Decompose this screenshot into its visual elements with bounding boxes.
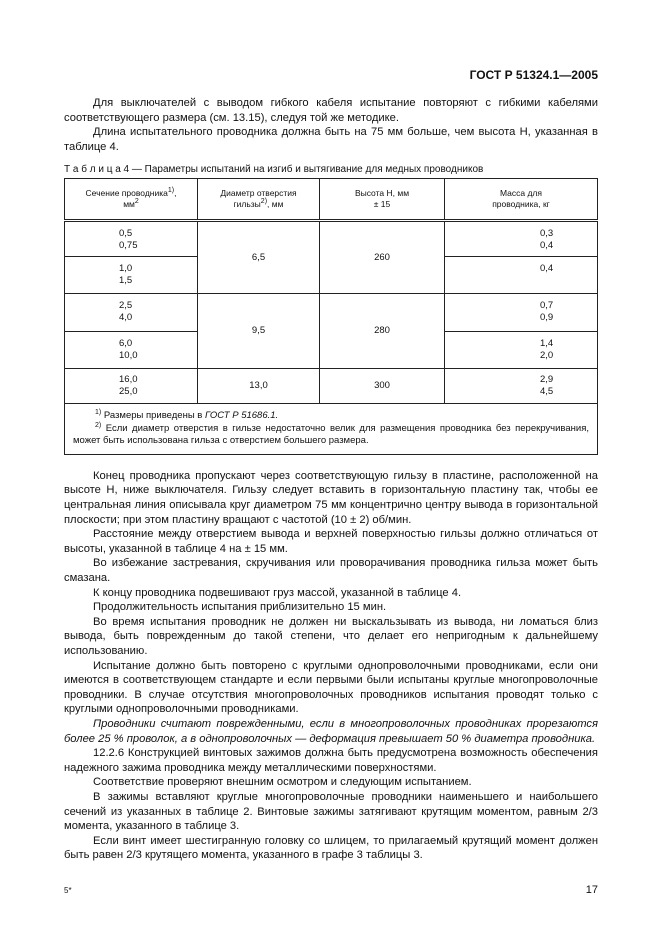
- paragraph: Длина испытательного проводника должна быть на 75 мм больше, чем высота H, указанная в таблице 4.: [64, 126, 598, 153]
- header-height: Высота H, мм ± 15: [320, 179, 445, 221]
- intro-text: [64, 96, 598, 154]
- page-number: 17: [585, 883, 598, 896]
- paragraph: 12.2.6 Конструкцией винтовых зажимов должна быть предусмотрена возможность обеспечения надежного зажима проводника между металлическими поверхностями.: [64, 747, 598, 774]
- paragraph: Во избежание застревания, скручивания или проворачивания проводника гильза может быть смазана.: [64, 557, 598, 585]
- paragraph: Конец проводника пропускают через соответствующую гильзу в пластине, расположенной на высоте H, ниже выключателя. Гильзу следует вставить в горизонтальную пластину так, чтобы ее центральная линия описывала круг диаметром 75 мм концентрично центру вывода в горизонтальной плоскости; при этом пластину вращают с частотой (10 ± 2) об/мин.: [64, 469, 598, 526]
- cell-diameter: 13,0: [198, 369, 320, 404]
- footnote-2: $^{2)}$ Если диаметр отверстия в гильзе недостаточно велик для размещения проводника без перекручивания, может быть использована гильза с отверстием большего размера.: [73, 421, 589, 447]
- cell-section: 1,0 1,5: [65, 257, 198, 294]
- header-section: Сечение проводника$^{1)}$, $мм^2$: [65, 179, 198, 221]
- table-row: [65, 221, 598, 257]
- cell-section: 6,0 10,0: [65, 332, 198, 369]
- paragraph: Для выключателей с выводом гибкого кабеля испытание повторяют с гибкими кабелями соответствующего размера (см. 13.15), следуя той же методике.: [64, 97, 598, 124]
- paragraph: Испытание должно быть повторено с круглыми однопроволочными проводниками, если они имеются в соответствующем стандарте и если первыми были испытаны круглые многопроволочные проводники. В случае отсутствия многопроволочных проводников испытания проводят только с круглыми однопроволочными проводниками.: [64, 659, 598, 716]
- table-footnotes: [65, 404, 598, 455]
- paragraph: Во время испытания проводник не должен ни выскальзывать из вывода, ни ломаться близ вывода, быть поврежденным до такой степени, что делает его непригодным к дальнейшему использованию.: [64, 615, 598, 657]
- page-footer: [64, 883, 598, 898]
- cell-height: 300: [320, 369, 445, 404]
- cell-section: 2,5 4,0: [65, 294, 198, 332]
- table-row: [65, 294, 598, 332]
- paragraph: Продолжительность испытания приблизительно 15 мин.: [93, 601, 387, 614]
- cell-section: 0,5 0,75: [65, 221, 198, 257]
- table-footnotes-row: [65, 404, 598, 455]
- table-header-row: [65, 179, 598, 221]
- paragraph: К концу проводника подвешивают груз массой, указанной в таблице 4.: [93, 586, 462, 599]
- table-caption: Т а б л и ц а 4 — Параметры испытаний на изгиб и вытягивание для медных проводников: [64, 164, 484, 176]
- body-text: [64, 469, 598, 863]
- paragraph: Соответствие проверяют внешним осмотром и следующим испытанием.: [93, 776, 472, 789]
- document-standard-number: ГОСТ Р 51324.1—2005: [469, 68, 598, 82]
- cell-mass: 0,7 0,9: [445, 294, 598, 332]
- cell-diameter: 6,5: [198, 221, 320, 294]
- cell-diameter: 9,5: [198, 294, 320, 369]
- cell-mass: 2,9 4,5: [445, 369, 598, 404]
- cell-mass: 0,4: [445, 257, 598, 294]
- paragraph-italic-note: Проводники считают поврежденными, если в многопроволочных проводниках прорезаются более 25 % проволок, а в однопроволочных — деформация превышает 50 % диаметра проводника.: [64, 717, 598, 745]
- cell-height: 280: [320, 294, 445, 369]
- sheet-mark: 5*: [64, 885, 72, 895]
- paragraph: В зажимы вставляют круглые многопроволочные проводники наименьшего и наибольшего сечений из указанных в таблице 2. Винтовые зажимы затягивают крутящим моментом, равным 2/3 момента, указанного в таблице 3.: [64, 790, 598, 833]
- cell-mass: 1,4 2,0: [445, 332, 598, 369]
- footnote-1: $^{1)}$ Размеры приведены в ГОСТ Р 51686.1.: [95, 409, 279, 422]
- header-diameter: Диаметр отверстия гильзы$^{2)}$, мм: [198, 179, 320, 221]
- paragraph: Если винт имеет шестигранную головку со шлицем, то прилагаемый крутящий момент должен быть равен 2/3 крутящего момента, указанного в графе 3 таблицы 3.: [64, 834, 598, 862]
- table-row: [65, 369, 598, 404]
- header-mass: Масса для проводника, кг: [445, 179, 598, 221]
- test-parameters-table: [64, 178, 598, 455]
- cell-mass: 0,3 0,4: [445, 221, 598, 257]
- cell-height: 260: [320, 221, 445, 294]
- paragraph: Расстояние между отверстием вывода и верхней поверхностью гильзы должно отличаться от высоты, указанной в таблице 4 на ± 15 мм.: [64, 528, 598, 555]
- cell-section: 16,0 25,0: [65, 369, 198, 404]
